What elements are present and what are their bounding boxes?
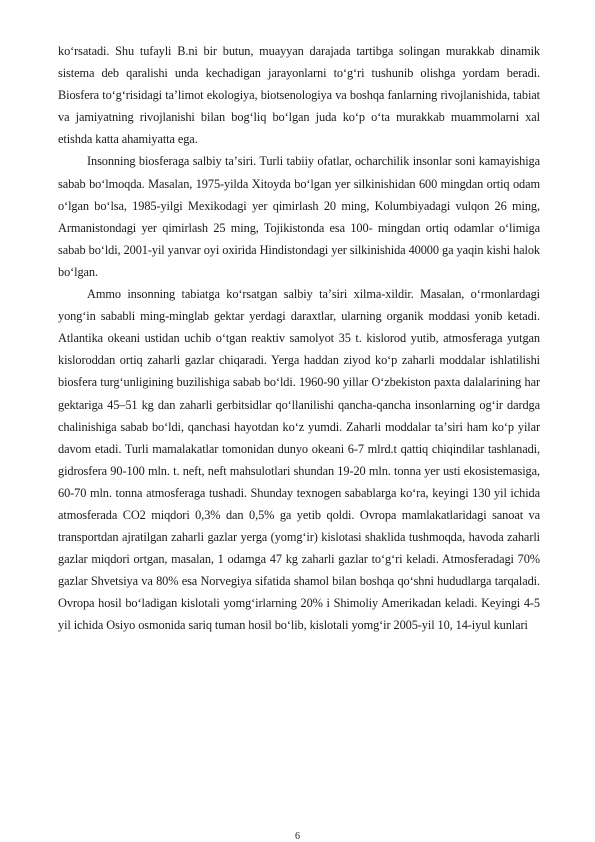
paragraph-negative-effects: Ammo insonning tabiatga koʻrsatgan salbiy taʼsiri xilma-xildir. Masalan, oʻrmonlardagi yongʻin sababli ming-minglab gektar yerdagi daraxtlar, ularning organik moddasi yonib ketadi. Atlantika okeani ustidan uchib oʻtgan reaktiv samolyot 35 t. kislorod yutib, atmosferaga yutgan kisloroddan ortiq zaharli gazlar chiqaradi. Yerga haddan ziyod koʻp zaharli moddalar ishlatilishi biosfera turgʻunligining buzilishiga sabab boʻldi. 1960-90 yillar Oʻzbekiston paxta dalalarining har gektariga 45–51 kg dan zaharli gerbitsidlar qoʻllanilishi qancha-qancha insonlarning ogʻir dardga chalinishiga sabab boʻldi, qanchasi hayotdan koʻz yumdi. Zaharli moddalar taʼsiri ham koʻp yilar davom etadi. Turli mamalakatlar tomonidan dunyo okeani 6-7 mlrd.t qattiq chiqindilar tashlanadi, gidrosfera 90-100 mln. t. neft, neft mahsulotlari shundan 19-20 mln. tonna yer usti ekosistemasiga, 60-70 mln. tonna atmosferaga tushadi. Shunday texnogen sabablarga koʻra, keyingi 130 yil ichida atmosferada CO2 miqdori 0,3% dan 0,5% ga yetib qoldi. Ovropa mamlakatlaridagi sanoat va transportdan ajratilgan zaharli gazlar yerga (yomgʻir) kislotasi shaklida tushmoqda, havoda zaharli gazlar miqdori ortgan, masalan, 1 odamga 47 kg zaharli gazlar toʻgʻri keladi. Atmosferadagi 70% gazlar Shvetsiya va 80% esa Norvegiya sifatida shamol bilan boshqa qoʻshni hududlarga tarqaladi. Ovropa hosil boʻladigan kislotali yomgʻirlarning 20% i Shimoliy Amerikadan keladi. Keyingi 4-5 yil ichida Osiyo osmonida sariq tuman hosil boʻlib, kislotali yomgʻir 2005-yil 10, 14-iyul kunlari <box>58 287 540 633</box>
paragraph-continuation: koʻrsatadi. Shu tufayli B.ni bir butun, muayyan darajada tartibga solingan murakkab dinamik sistema deb qaralishi unda kechadigan jarayonlarni toʻgʻri tushunib olishga yordam beradi. Biosfera toʻgʻrisidagi taʼlimot ekologiya, biotsenologiya va boshqa fanlarning rivojlanishida, tabiat va jamiyatning rivojlanishi bilan bogʻliq boʻlgan juda koʻp oʻta murakkab muammolarni xal etishda katta ahamiyatta ega. <box>58 44 540 147</box>
paragraph-human-impact: Insonning biosferaga salbiy taʼsiri. Turli tabiiy ofatlar, ocharchilik insonlar soni kamayishiga sabab boʻlmoqda. Masalan, 1975-yilda Xitoyda boʻlgan yer silkinishidan 600 mingdan ortiq odam oʻlgan boʻlsa, 1985-yilgi Mexikodagi yer qimirlash 20 ming, Kolumbiyadagi vulqon 26 ming, Armanistondagi yer qimirlash 25 ming, Tojikistonda esa 100- mingdan ortiq odamlar oʻlimiga sabab boʻldi, 2001-yil yanvar oyi oxirida Hindistondagi yer silkinishida 40000 ga yaqin kishi halok boʻlgan. <box>58 154 540 279</box>
document-body <box>58 40 540 637</box>
page-number: 6 <box>295 831 300 842</box>
